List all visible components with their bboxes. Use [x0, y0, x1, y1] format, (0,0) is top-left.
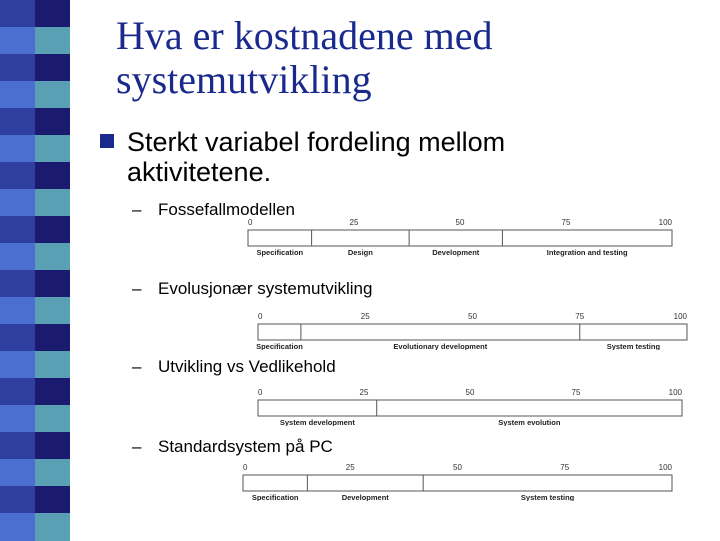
segment-label: Specification [256, 342, 303, 350]
tick-label: 100 [673, 312, 687, 321]
stripe-block [0, 108, 35, 136]
stripe-block [35, 405, 70, 433]
timeline-standard-pc [235, 461, 680, 501]
sub-bullet-label: Utvikling vs Vedlikehold [158, 357, 336, 376]
segment-label: Development [341, 493, 389, 501]
tick-label: 0 [243, 463, 248, 472]
stripe-block [0, 135, 35, 163]
stripe-block [0, 216, 35, 244]
segment-label: System testing [606, 342, 661, 350]
sub-bullet-label: Evolusjonær systemutvikling [158, 279, 373, 298]
segment-label: System testing [520, 493, 575, 501]
stripe-block [0, 513, 35, 541]
tick-label: 50 [465, 388, 475, 397]
segment-label: Integration and testing [546, 248, 628, 257]
timeline-waterfall [240, 216, 680, 266]
segment-label: System development [279, 418, 355, 426]
bullet-square-icon [100, 134, 114, 148]
segment-label: Design [347, 248, 373, 257]
segment-label: Development [432, 248, 480, 257]
stripe-block [0, 459, 35, 487]
tick-label: 50 [453, 463, 462, 472]
stripe-block [0, 0, 35, 28]
timeline-bar [258, 400, 682, 416]
tick-label: 25 [360, 312, 370, 321]
stripe-block [0, 378, 35, 406]
stripe-block [0, 54, 35, 82]
tick-label: 0 [248, 218, 253, 227]
timeline-bar [258, 324, 687, 340]
stripe-block [0, 243, 35, 271]
tick-label: 50 [455, 218, 465, 227]
stripe-block [0, 324, 35, 352]
stripe-block [0, 351, 35, 379]
stripe-block [35, 297, 70, 325]
timeline-chart [250, 386, 690, 426]
stripe-block [35, 108, 70, 136]
stripe-block [35, 378, 70, 406]
stripe-block [35, 27, 70, 55]
tick-label: 0 [258, 388, 263, 397]
stripe-block [35, 324, 70, 352]
tick-label: 100 [658, 218, 672, 227]
tick-label: 100 [668, 388, 682, 397]
stripe-block [35, 162, 70, 190]
stripe-block [35, 459, 70, 487]
slide-title [116, 14, 676, 102]
tick-label: 75 [575, 312, 585, 321]
stripe-block [35, 432, 70, 460]
tick-label: 0 [258, 312, 263, 321]
timeline-dev-maintenance [250, 386, 690, 426]
title-line-2: systemutvikling [116, 57, 372, 102]
stripe-block [0, 270, 35, 298]
timeline-evolutionary [250, 310, 695, 350]
stripe-block [35, 351, 70, 379]
timeline-chart [250, 310, 695, 350]
tick-label: 25 [345, 463, 355, 472]
sub-bullet-label: Fossefallmodellen [158, 200, 296, 219]
segment-label: Specification [256, 248, 304, 257]
tick-label: 25 [359, 388, 369, 397]
segment-label: System evolution [498, 418, 561, 426]
stripe-block [35, 486, 70, 514]
segment-label: Specification [251, 493, 299, 501]
stripe-block [0, 27, 35, 55]
stripe-block [35, 243, 70, 271]
stripe-block [35, 216, 70, 244]
stripe-block [0, 405, 35, 433]
stripe-block [0, 432, 35, 460]
stripe-block [35, 135, 70, 163]
timeline-chart [235, 461, 680, 501]
stripe-block [35, 270, 70, 298]
decorative-stripe [0, 0, 70, 540]
stripe-block [0, 162, 35, 190]
stripe-block [35, 513, 70, 541]
stripe-block [35, 81, 70, 109]
sub-bullet-label: Standardsystem på PC [158, 437, 333, 456]
tick-label: 75 [571, 388, 581, 397]
tick-label: 75 [561, 218, 571, 227]
segment-label: Evolutionary development [393, 342, 488, 350]
stripe-block [0, 297, 35, 325]
title-line-1: Hva er kostnadene med [116, 13, 493, 58]
tick-label: 25 [349, 218, 359, 227]
stripe-block [0, 81, 35, 109]
bullet-text: Sterkt variabel fordeling mellom aktivitetene. [127, 127, 506, 187]
stripe-block [0, 486, 35, 514]
tick-label: 75 [560, 463, 570, 472]
tick-label: 100 [658, 463, 672, 472]
stripe-block [35, 54, 70, 82]
tick-label: 50 [468, 312, 477, 321]
stripe-block [35, 189, 70, 217]
timeline-chart [240, 216, 680, 266]
stripe-block [0, 189, 35, 217]
stripe-block [35, 0, 70, 28]
